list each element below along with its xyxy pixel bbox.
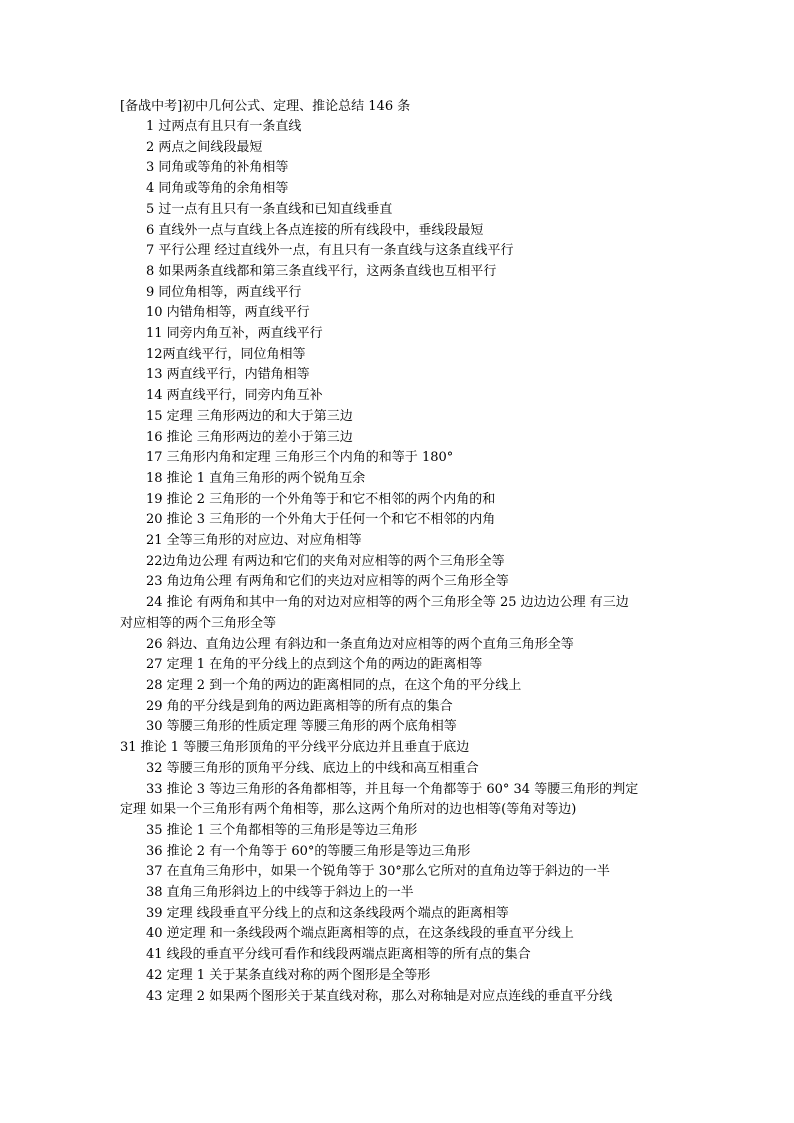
- text-line: 16 推论 三角形两边的差小于第三边: [146, 429, 353, 445]
- text-line: 20 推论 3 三角形的一个外角大于任何一个和它不相邻的内角: [146, 512, 496, 528]
- text-line: 2 两点之间线段最短: [146, 139, 263, 155]
- text-line: 38 直角三角形斜边上的中线等于斜边上的一半: [146, 885, 414, 901]
- text-line: 41 线段的垂直平分线可看作和线段两端点距离相等的所有点的集合: [146, 947, 531, 963]
- text-line: 6 直线外一点与直线上各点连接的所有线段中，垂线段最短: [146, 222, 484, 238]
- document-title: [备战中考]初中几何公式、定理、推论总结 146 条: [120, 99, 411, 114]
- text-line: 40 逆定理 和一条线段两个端点距离相等的点，在这条线段的垂直平分线上: [146, 926, 574, 942]
- text-line: 12两直线平行，同位角相等: [146, 346, 306, 362]
- text-line: 10 内错角相等，两直线平行: [146, 305, 310, 321]
- text-line: 32 等腰三角形的顶角平分线、底边上的中线和高互相重合: [146, 760, 479, 776]
- text-line: 39 定理 线段垂直平分线上的点和这条线段两个端点的距离相等: [146, 905, 509, 921]
- text-line: 27 定理 1 在角的平分线上的点到这个角的两边的距离相等: [146, 657, 483, 673]
- text-line: 13 两直线平行，内错角相等: [146, 367, 310, 383]
- text-line: 18 推论 1 直角三角形的两个锐角互余: [146, 470, 366, 486]
- text-line: 14 两直线平行，同旁内角互补: [146, 388, 323, 404]
- text-line: 21 全等三角形的对应边、对应角相等: [146, 533, 362, 549]
- text-line: 1 过两点有且只有一条直线: [146, 119, 302, 134]
- text-line: 7 平行公理 经过直线外一点，有且只有一条直线与这条直线平行: [146, 243, 514, 259]
- text-line: 8 如果两条直线都和第三条直线平行，这两条直线也互相平行: [146, 263, 497, 279]
- text-line: 43 定理 2 如果两个图形关于某直线对称，那么对称轴是对应点连线的垂直平分线: [146, 988, 613, 1004]
- text-line-continuation: 定理 如果一个三角形有两个角相等，那么这两个角所对的边也相等(等角对等边): [120, 802, 577, 818]
- text-line: 17 三角形内角和定理 三角形三个内角的和等于 180°: [146, 450, 454, 466]
- text-line: 36 推论 2 有一个角等于 60°的等腰三角形是等边三角形: [146, 843, 471, 859]
- text-line: 22边角边公理 有两边和它们的夹角对应相等的两个三角形全等: [146, 553, 505, 569]
- text-line: 35 推论 1 三个角都相等的三角形是等边三角形: [146, 822, 418, 838]
- text-line: 4 同角或等角的余角相等: [146, 181, 289, 197]
- text-line: 3 同角或等角的补角相等: [146, 160, 289, 176]
- text-line: 5 过一点有且只有一条直线和已知直线垂直: [146, 201, 393, 217]
- text-line: 15 定理 三角形两边的和大于第三边: [146, 408, 353, 424]
- text-line: 19 推论 2 三角形的一个外角等于和它不相邻的两个内角的和: [146, 491, 496, 507]
- text-line-unindented: 31 推论 1 等腰三角形顶角的平分线平分底边并且垂直于底边: [120, 740, 470, 756]
- text-line: 26 斜边、直角边公理 有斜边和一条直角边对应相等的两个直角三角形全等: [146, 636, 574, 652]
- text-line-continuation: 对应相等的两个三角形全等: [120, 615, 277, 631]
- text-line: 42 定理 1 关于某条直线对称的两个图形是全等形: [146, 967, 431, 983]
- text-line: 29 角的平分线是到角的两边距离相等的所有点的集合: [146, 698, 453, 714]
- text-line: 11 同旁内角互补，两直线平行: [146, 326, 323, 342]
- text-line: 30 等腰三角形的性质定理 等腰三角形的两个底角相等: [146, 719, 457, 735]
- text-line: 23 角边角公理 有两角和它们的夹边对应相等的两个三角形全等: [146, 574, 509, 590]
- text-line: 9 同位角相等，两直线平行: [146, 284, 302, 300]
- text-line: 37 在直角三角形中，如果一个锐角等于 30°那么它所对的直角边等于斜边的一半: [146, 864, 610, 880]
- text-line: 28 定理 2 到一个角的两边的距离相同的点，在这个角的平分线上: [146, 677, 522, 693]
- text-line: 24 推论 有两角和其中一角的对边对应相等的两个三角形全等 25 边边边公理 有三边: [146, 595, 629, 611]
- text-line: 33 推论 3 等边三角形的各角都相等，并且每一个角都等于 60° 34 等腰三角形的判定: [146, 781, 639, 797]
